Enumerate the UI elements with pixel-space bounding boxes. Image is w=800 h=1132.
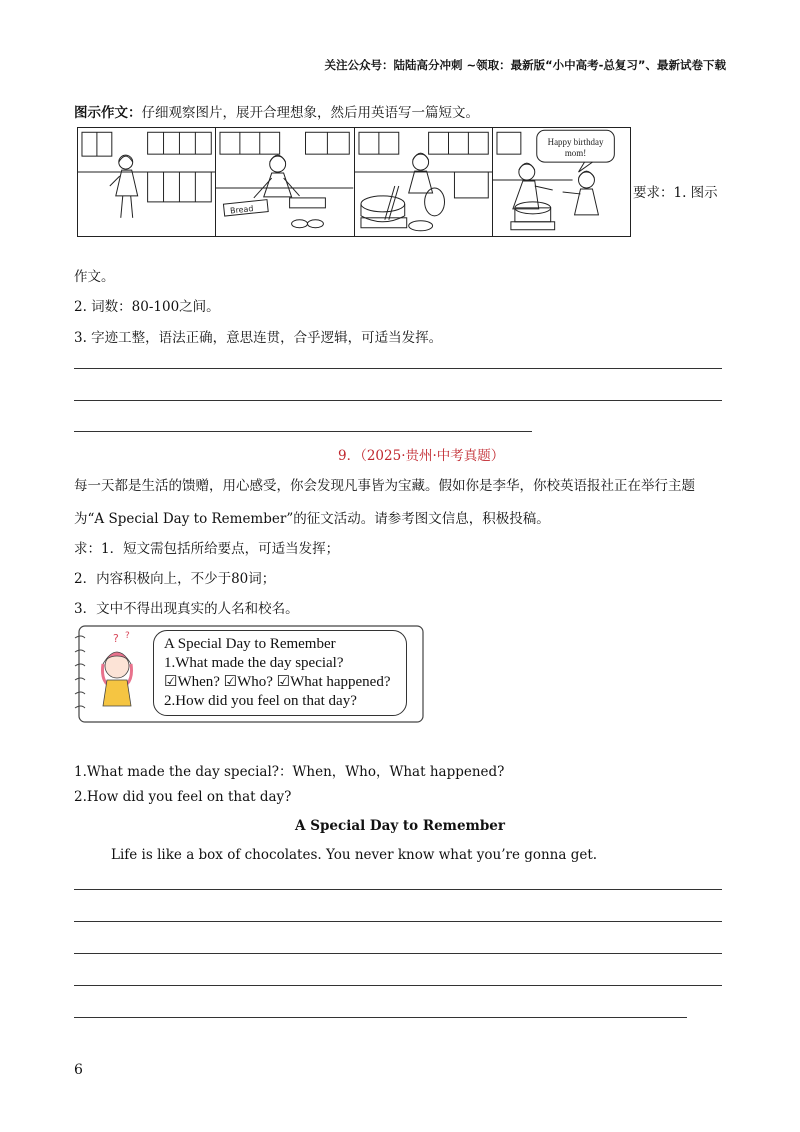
- prompt-card-question-1: 1.What made the day special?: [164, 655, 344, 671]
- prompt-card: [73, 624, 425, 724]
- task8-requirement-1: 要求：1. 图示: [633, 185, 718, 201]
- task9-requirement-1: 求：1．短文需包括所给要点，可适当发挥；: [74, 541, 340, 557]
- task9-point-1: 1.What made the day special?：When，Who，What happened?: [74, 764, 505, 780]
- task9-requirement-3: 3．文中不得出现真实的人名和校名。: [74, 601, 299, 617]
- answer-line: [74, 400, 722, 401]
- svg-text:?: ?: [125, 631, 130, 641]
- svg-text:?: ?: [113, 632, 119, 645]
- task8-title: [74, 101, 479, 121]
- comic-bubble-line-2: mom!: [564, 148, 586, 159]
- comic-bubble-line-1: Happy birthday: [547, 137, 604, 148]
- task9-requirement-2: 2．内容积极向上，不少于80词；: [74, 571, 276, 587]
- task9-intro-2: 为“A Special Day to Remember”的征文活动。请参考图文信息，积极投稿。: [74, 511, 550, 527]
- page-number: 6: [74, 1062, 83, 1078]
- task9-number: 9．（2025·贵州·中考真题）: [338, 448, 505, 464]
- answer-line: [74, 431, 532, 432]
- task9-intro-1: 每一天都是生活的馈赠，用心感受，你会发现凡事皆为宝藏。假如你是李华，你校英语报社正在举行主题: [74, 478, 695, 494]
- answer-line: [74, 368, 722, 369]
- prompt-bubble: [153, 630, 407, 716]
- prompt-card-checklist: ☑When? ☑Who? ☑What happened?: [164, 674, 391, 690]
- task8-title-label: 图示作文：: [74, 105, 142, 121]
- header-note: 关注公众号：陆陆高分冲刺 ~领取：最新版“小中高考-总复习”、最新试卷下载: [324, 58, 726, 72]
- prompt-bubble-text: [164, 635, 391, 711]
- task8-requirement-3: 3. 字迹工整，语法正确，意思连贯，合乎逻辑，可适当发挥。: [74, 330, 443, 346]
- comic-panel-1: [78, 128, 216, 236]
- bread-label: Bread: [229, 204, 255, 216]
- task8-requirement-1-cont: 作文。: [74, 269, 115, 285]
- essay-title: A Special Day to Remember: [295, 818, 505, 834]
- comic-panel-3: [355, 128, 493, 236]
- prompt-card-title: A Special Day to Remember: [164, 636, 336, 652]
- task8-requirement-2: 2. 词数：80-100之间。: [74, 299, 220, 315]
- task8-title-text: 仔细观察图片，展开合理想象，然后用英语写一篇短文。: [141, 105, 479, 121]
- task9-point-2: 2.How did you feel on that day?: [74, 789, 292, 805]
- answer-line: [74, 921, 722, 922]
- comic-strip: [77, 127, 631, 237]
- prompt-card-question-2: 2.How did you feel on that day?: [164, 693, 357, 709]
- comic-panel-2: [216, 128, 354, 236]
- girl-slicing-bread-illustration: [216, 128, 353, 236]
- answer-line: [74, 953, 722, 954]
- answer-line: [74, 889, 722, 890]
- comic-panel-4: [493, 128, 630, 236]
- girl-serving-mom-illustration: [493, 128, 630, 236]
- essay-opening-line: Life is like a box of chocolates. You never know what you’re gonna get.: [111, 847, 598, 863]
- girl-in-kitchen-illustration: [78, 128, 215, 236]
- answer-line: [74, 1017, 687, 1018]
- girl-cooking-illustration: [355, 128, 492, 236]
- answer-line: [74, 985, 722, 986]
